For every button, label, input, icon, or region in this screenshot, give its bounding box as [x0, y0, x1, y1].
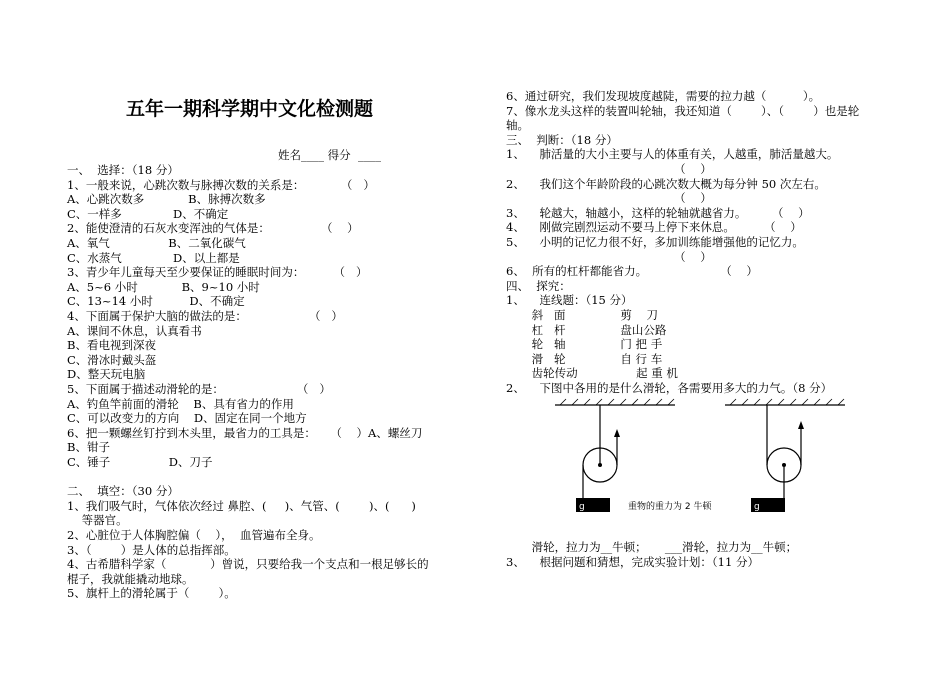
- right-top-line: （ ）: [506, 162, 712, 176]
- left-col-line: 二、 填空：（30 分）: [67, 484, 179, 499]
- arrow-up-icon: [798, 421, 804, 429]
- right-bottom-line: 3、 根据问题和猜想，完成实验计划：（11 分）: [506, 554, 759, 569]
- right-top-line: 5、 小明的记忆力很不好，多加训练能增强他的记忆力。: [506, 235, 804, 249]
- left-col-line: 6、把一颗螺丝钉拧到木头里，最省力的工具是： （ ）A、螺丝刀: [67, 425, 423, 440]
- right-top-line: 1、 连线题：（15 分）: [506, 293, 633, 308]
- left-col-line: 2、能使澄清的石灰水变浑浊的气体是： （ ）: [67, 221, 359, 236]
- right-top-line: 6、 所有的杠杆都能省力。 （ ）: [506, 264, 758, 279]
- right-top-line: 轴。: [506, 118, 529, 133]
- pulley-diagram: [540, 395, 900, 520]
- left-col-line: 1、一般来说，心跳次数与脉搏次数的关系是： （ ）: [67, 177, 375, 192]
- right-top-line: 6、通过研究，我们发现坡度越陡，需要的拉力越（ ）。: [506, 89, 821, 103]
- arrow-up-icon: [614, 429, 620, 437]
- left-col-line: C、水蒸气 D、以上都是: [67, 250, 240, 265]
- right-top-line: 四、 探究：: [506, 278, 571, 293]
- right-top-line: 2、 下图中各用的是什么滑轮，各需要用多大的力气。（8 分）: [506, 381, 833, 395]
- left-col-line: 3、青少年儿童每天至少要保证的睡眠时间为： （ ）: [67, 265, 368, 280]
- left-col-line: 1、我们吸气时，气体依次经过 鼻腔、( )、气管、( )、( ): [67, 498, 416, 513]
- left-col-line: B、钳子: [67, 440, 110, 455]
- left-col-line: C、一样多 D、不确定: [67, 206, 229, 221]
- right-top-line: 斜 面 剪 刀: [506, 308, 659, 322]
- left-col-line: A、5~6 小时 B、9~10 小时: [67, 279, 260, 294]
- left-col-line: 5、旗杆上的滑轮属于（ ）。: [67, 586, 236, 601]
- page-title: 五年一期科学期中文化检测题: [126, 98, 374, 120]
- left-col-line: 3、（ ）是人体的总指挥部。: [67, 542, 236, 557]
- right-top-line: 7、像水龙头这样的装置叫轮轴，我还知道（ ）、（ ）也是轮: [506, 103, 860, 118]
- weight-label-right: g: [754, 502, 760, 512]
- left-col-line: A、钓鱼竿前面的滑轮 B、具有省力的作用: [67, 396, 294, 411]
- left-col-line: D、整天玩电脑: [67, 367, 146, 382]
- right-top-line: 4、 刚做完剧烈运动不要马上停下来休息。 （ ）: [506, 220, 802, 235]
- ceiling-hatch-right: [730, 399, 844, 405]
- left-col-line: C、锤子 D、刀子: [67, 455, 213, 469]
- right-top-line: 杠 杆 盘山公路: [506, 322, 667, 337]
- left-col-line: 4、古希腊科学家（ ）曾说，只要给我一个支点和一根足够长的: [67, 557, 429, 572]
- right-top-line: 齿轮传动 起 重 机: [506, 366, 678, 381]
- fixed-pulley-figure: [555, 399, 675, 512]
- left-col-line: 2、心脏位于人体胸腔偏（ ）， 血管遍布全身。: [67, 528, 321, 542]
- left-col-line: C、13~14 小时 D、不确定: [67, 294, 245, 309]
- diagram-caption: 重物的重力为 2 牛顿: [628, 502, 712, 512]
- left-col-line: 棍子，我就能撬动地球。: [67, 571, 194, 586]
- left-col-line: C、可以改变力的方向 D、固定在同一个地方: [67, 411, 307, 426]
- left-col-line: A、课间不休息，认真看书: [67, 323, 202, 338]
- name-score-line: 姓名____ 得分 ____: [278, 148, 381, 162]
- right-top-line: （ ）: [506, 249, 712, 264]
- right-top-line: （ ）: [506, 191, 712, 206]
- left-col-line: 5、下面属于描述动滑轮的是： （ ）: [67, 382, 331, 396]
- right-top-line: 滑 轮 自 行 车: [506, 351, 663, 366]
- weight-label-left: g: [579, 502, 585, 512]
- left-col-line: 等器官。: [67, 513, 128, 528]
- left-col-line: 4、下面属于保护大脑的做法的是： （ ）: [67, 309, 343, 323]
- left-col-line: B、看电视到深夜: [67, 338, 156, 353]
- left-col-line: 一、 选择：（18 分）: [67, 163, 179, 177]
- right-bottom-line: 滑轮，拉力为__牛顿； ___滑轮，拉力为__牛顿；: [506, 540, 798, 554]
- left-col-line: C、滑冰时戴头盔: [67, 352, 157, 367]
- right-top-line: 1、 肺活量的大小主要与人的体重有关，人越重，肺活量越大。: [506, 147, 839, 162]
- right-top-line: 2、 我们这个年龄阶段的心跳次数大概为每分钟 50 次左右。: [506, 176, 826, 191]
- right-top-line: 三、 判断：（18 分）: [506, 132, 618, 147]
- ceiling-hatch-left: [560, 399, 674, 405]
- left-col-line: A、氧气 B、二氧化碳气: [67, 236, 246, 250]
- left-col-line: A、心跳次数多 B、脉搏次数多: [67, 192, 266, 207]
- right-top-line: 轮 轴 门 把 手: [506, 337, 663, 352]
- movable-pulley-figure: [725, 399, 845, 512]
- right-top-line: 3、 轮越大，轴越小，这样的轮轴就越省力。 （ ）: [506, 205, 810, 220]
